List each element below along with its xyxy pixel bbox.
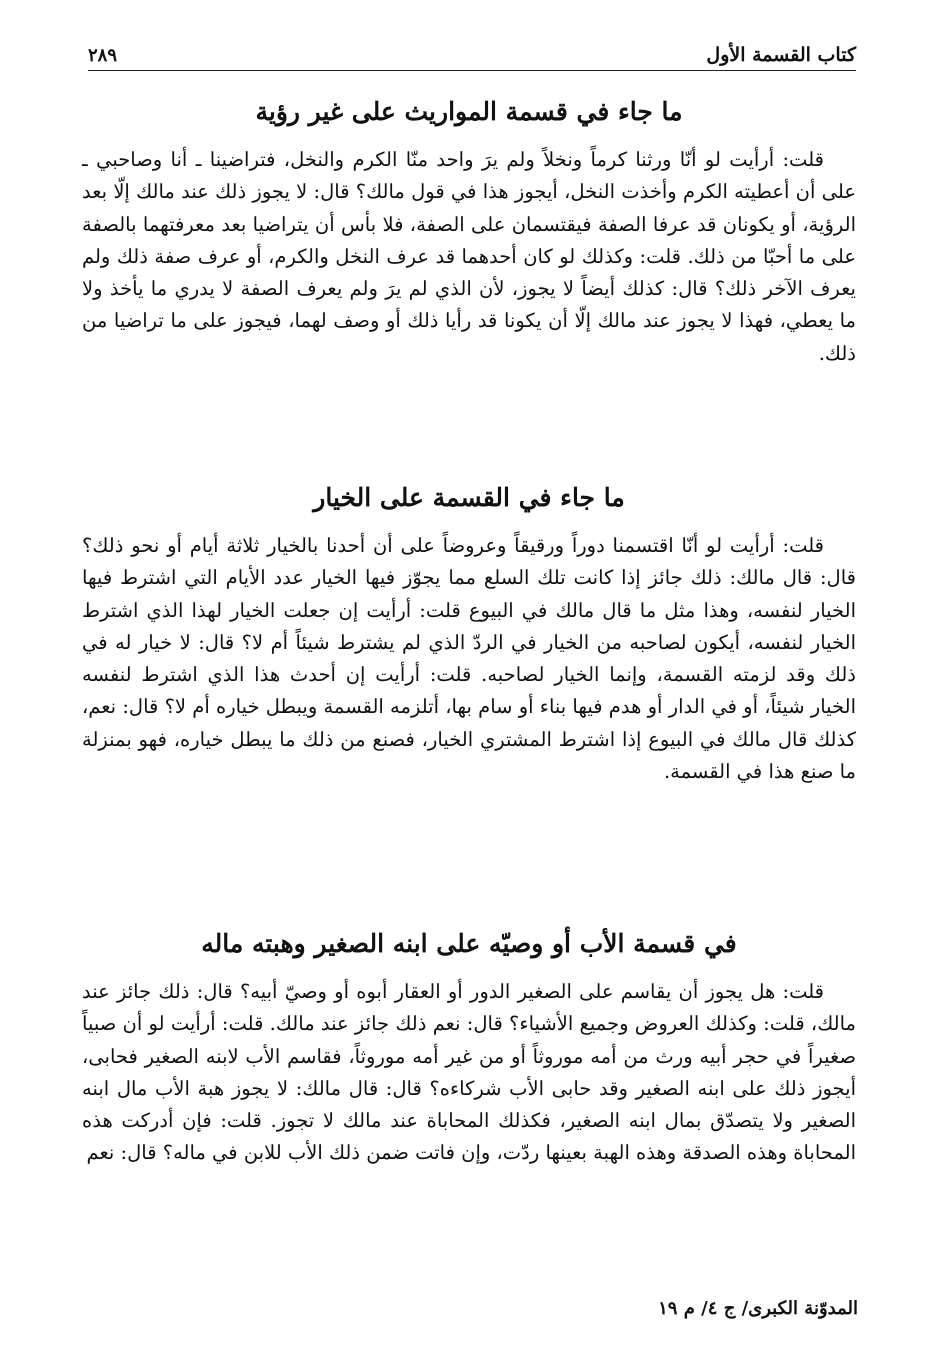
- page-header: [88, 42, 856, 71]
- section-body: قلت: أرأيت لو أنّا اقتسمنا دوراً ورقيقاً وعروضاً على أن أحدنا بالخيار ثلاثة أيام أو نحو ذلك؟ قال: قال مالك: ذلك جائز إذا كانت تلك السلع مما يجوّز فيها الخيار عدد الأيام التي اشترط فيها الخيار لنفسه، وهذا مثل ما قال مالك في البيوع قلت: أرأيت إن جعلت الخيار لهذا الذي اشترط الخيار لنفسه، أيكون لصاحبه من الخيار في الردّ الذي لم يشترط شيئاً أم لا؟ قال: لا خيار له في ذلك وقد لزمته القسمة، وإنما الخيار لصاحبه. قلت: أرأيت إن أحدث هذا الذي اشترط لنفسه الخيار شيئاً، أو في الدار أو هدم فيها بناء أو سام بها، أتلزمه القسمة ويبطل خياره أم لا؟ قال: نعم، كذلك قال مالك في البيوع إذا اشترط المشتري الخيار، فصنع من ذلك ما يبطل خياره، فهو بمنزلة ما صنع هذا في القسمة.: [82, 534, 856, 784]
- section-division-with-option: [82, 478, 856, 788]
- section-title: في قسمة الأب أو وصيّه على ابنه الصغير وهبته ماله: [201, 929, 737, 958]
- section-title: ما جاء في قسمة المواريث على غير رؤية: [255, 97, 683, 126]
- section-body: قلت: أرأيت لو أنّا ورثنا كرماً ونخلاً ولم يرَ واحد منّا الكرم والنخل، فتراضينا ـ أنا وصاحبي ـ على أن أعطيته الكرم وأخذت النخل، أيجوز هذا في قول مالك؟ قال: لا يجوز ذلك عند مالك إلّا بعد الرؤية، أو يكونان قد عرفا الصفة فيقتسمان على الصفة، فلا بأس أن يتراضيا بعد معرفتهما بالصفة على ما أحبّا من ذلك. قلت: وكذلك لو كان أحدهما قد عرف النخل والكرم، أو عرف صفة ذلك ولم يعرف الآخر ذلك؟ قال: كذلك أيضاً لا يجوز، لأن الذي لم يرَ ولم يعرف الصفة لا يدري ما يأخذ ولا ما يعطي، فهذا لا يجوز عند مالك إلّا أن يكونا قد رأيا ذلك أو وصف لهما، فيجوز على ما تراضيا من ذلك.: [82, 148, 856, 365]
- section-body: قلت: هل يجوز أن يقاسم على الصغير الدور أو العقار أبوه أو وصيّ أبيه؟ قال: ذلك جائز عند مالك، قلت: وكذلك العروض وجميع الأشياء؟ قال: نعم ذلك جائز عند مالك. قلت: أرأيت لو أن صبياً صغيراً في حجر أبيه ورث من أمه موروثاً أو من غير أمه موروثاً، فقاسم الأب لابنه الصغير فحابى، أيجوز ذلك على ابنه الصغير وقد حابى الأب شركاءه؟ قال: قال مالك: لا يجوز هبة الأب مال ابنه الصغير ولا يتصدّق بمال ابنه الصغير، فكذلك المحاباة عند مالك لا تجوز. قلت: فإن أدركت هذه المحاباة وهذه الصدقة وهذه الهبة بعينها ردّت، وإن فاتت ضمن ذلك الأب للابن في ماله؟ قال: نعم: [82, 980, 856, 1165]
- section-father-division-for-minor: [82, 924, 856, 1170]
- section-title: ما جاء في القسمة على الخيار: [313, 483, 625, 512]
- running-title: كتاب القسمة الأول: [706, 44, 856, 66]
- page-number: ٢٨٩: [88, 45, 118, 66]
- section-inheritance-without-viewing: [82, 92, 856, 370]
- signature-mark: المدوّنة الكبرى/ ج ٤/ م ١٩: [658, 1298, 858, 1319]
